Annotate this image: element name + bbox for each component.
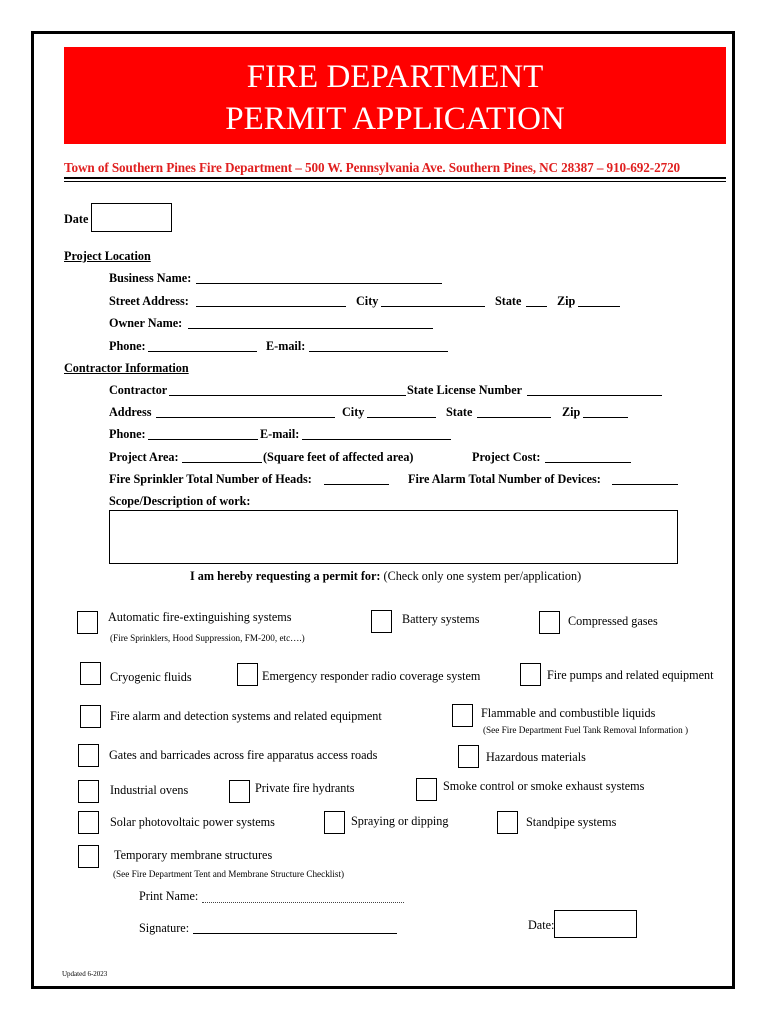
alarm-devices-field[interactable] xyxy=(612,484,678,485)
option-standpipe: Standpipe systems xyxy=(526,815,617,829)
checkbox-spraying[interactable] xyxy=(324,811,345,834)
contractor-state-label: State xyxy=(446,405,473,419)
contractor-label: Contractor xyxy=(109,383,168,397)
option-compressed: Compressed gases xyxy=(568,614,658,628)
option-radio: Emergency responder radio coverage system xyxy=(262,669,481,683)
option-membrane-note: (See Fire Department Tent and Membrane Structure Checklist) xyxy=(113,869,345,879)
option-battery: Battery systems xyxy=(402,612,480,626)
project-area-field[interactable] xyxy=(182,462,262,463)
option-auto-fire-note: (Fire Sprinklers, Hood Suppression, FM-200, etc….) xyxy=(110,633,305,643)
checkbox-cryogenic[interactable] xyxy=(80,662,101,685)
signature-field[interactable] xyxy=(193,933,397,934)
checkbox-hydrants[interactable] xyxy=(229,780,250,803)
print-name-field[interactable] xyxy=(202,902,404,903)
owner-name-label: Owner Name: xyxy=(109,316,183,330)
footer-date-field[interactable] xyxy=(554,910,637,938)
state-field[interactable] xyxy=(526,306,547,307)
alarm-devices-label: Fire Alarm Total Number of Devices: xyxy=(408,472,601,486)
state-label: State xyxy=(495,294,522,308)
scope-textarea[interactable] xyxy=(109,510,678,564)
project-area-label: Project Area: xyxy=(109,450,179,464)
email-label: E-mail: xyxy=(266,339,306,353)
checkbox-radio[interactable] xyxy=(237,663,258,686)
option-membrane: Temporary membrane structures xyxy=(114,848,273,862)
option-solar: Solar photovoltaic power systems xyxy=(110,815,275,829)
contractor-state-field[interactable] xyxy=(477,417,551,418)
contractor-field[interactable] xyxy=(169,395,406,396)
email-field[interactable] xyxy=(309,351,448,352)
option-flammable-note: (See Fire Department Fuel Tank Removal Information ) xyxy=(483,725,689,735)
sprinkler-heads-label: Fire Sprinkler Total Number of Heads: xyxy=(109,472,312,486)
checkbox-flammable[interactable] xyxy=(452,704,473,727)
date-label: Date xyxy=(64,212,89,226)
contractor-email-field[interactable] xyxy=(302,439,451,440)
checkbox-alarm[interactable] xyxy=(80,705,101,728)
request-statement xyxy=(190,569,581,584)
option-ovens: Industrial ovens xyxy=(110,783,189,797)
option-alarm: Fire alarm and detection systems and related equipment xyxy=(110,709,382,723)
checkbox-ovens[interactable] xyxy=(78,780,99,803)
title-line-1: FIRE DEPARTMENT xyxy=(246,59,544,95)
checkbox-pumps[interactable] xyxy=(520,663,541,686)
street-address-field[interactable] xyxy=(196,306,346,307)
checkbox-standpipe[interactable] xyxy=(497,811,518,834)
street-address-label: Street Address: xyxy=(109,294,189,308)
contractor-heading: Contractor Information xyxy=(64,361,189,375)
checkbox-gates[interactable] xyxy=(78,744,99,767)
title-banner xyxy=(64,47,726,144)
checkbox-auto-fire[interactable] xyxy=(77,611,98,634)
header-rule xyxy=(64,177,726,179)
option-flammable: Flammable and combustible liquids xyxy=(481,706,656,720)
contractor-zip-label: Zip xyxy=(562,405,581,419)
contractor-city-label: City xyxy=(342,405,365,419)
phone-field[interactable] xyxy=(148,351,257,352)
checkbox-smoke[interactable] xyxy=(416,778,437,801)
state-license-field[interactable] xyxy=(527,395,662,396)
contractor-email-label: E-mail: xyxy=(260,427,300,441)
state-license-label: State License Number xyxy=(407,383,523,397)
department-address: Town of Southern Pines Fire Department – 500 W. Pennsylvania Ave. Southern Pines, NC 28387 – 910-692-2720 xyxy=(64,160,681,175)
date-field[interactable] xyxy=(91,203,172,232)
square-feet-label: (Square feet of affected area) xyxy=(263,450,414,464)
checkbox-solar[interactable] xyxy=(78,811,99,834)
print-name-label: Print Name: xyxy=(139,889,199,903)
checkbox-membrane[interactable] xyxy=(78,845,99,868)
contractor-city-field[interactable] xyxy=(367,417,436,418)
checkbox-compressed[interactable] xyxy=(539,611,560,634)
contractor-address-label: Address xyxy=(109,405,152,419)
city-field[interactable] xyxy=(381,306,485,307)
checkbox-hazardous[interactable] xyxy=(458,745,479,768)
sprinkler-heads-field[interactable] xyxy=(324,484,389,485)
contractor-phone-label: Phone: xyxy=(109,427,146,441)
header-rule-thin xyxy=(64,181,726,182)
option-gates: Gates and barricades across fire apparatus access roads xyxy=(109,748,378,762)
footer-date-label: Date: xyxy=(528,918,555,932)
owner-name-field[interactable] xyxy=(188,328,433,329)
scope-label: Scope/Description of work: xyxy=(109,494,251,508)
option-hydrants: Private fire hydrants xyxy=(255,781,355,795)
request-note: (Check only one system per/application) xyxy=(380,569,582,583)
checkbox-battery[interactable] xyxy=(371,610,392,633)
request-bold: I am hereby requesting a permit for: xyxy=(190,569,381,583)
option-pumps: Fire pumps and related equipment xyxy=(547,668,714,682)
project-cost-label: Project Cost: xyxy=(472,450,541,464)
option-smoke: Smoke control or smoke exhaust systems xyxy=(443,779,645,793)
business-name-field[interactable] xyxy=(196,283,442,284)
updated-note: Updated 6-2023 xyxy=(62,970,108,978)
title-line-2: PERMIT APPLICATION xyxy=(225,101,565,137)
zip-label: Zip xyxy=(557,294,576,308)
phone-label: Phone: xyxy=(109,339,146,353)
option-spraying: Spraying or dipping xyxy=(351,814,449,828)
contractor-address-field[interactable] xyxy=(156,417,335,418)
city-label: City xyxy=(356,294,379,308)
project-location-heading: Project Location xyxy=(64,249,151,263)
option-cryogenic: Cryogenic fluids xyxy=(110,670,192,684)
contractor-phone-field[interactable] xyxy=(148,439,258,440)
signature-label: Signature: xyxy=(139,921,190,935)
business-name-label: Business Name: xyxy=(109,271,192,285)
contractor-zip-field[interactable] xyxy=(583,417,628,418)
zip-field[interactable] xyxy=(578,306,620,307)
project-cost-field[interactable] xyxy=(545,462,631,463)
option-auto-fire: Automatic fire-extinguishing systems xyxy=(108,610,292,624)
option-hazardous: Hazardous materials xyxy=(486,750,586,764)
